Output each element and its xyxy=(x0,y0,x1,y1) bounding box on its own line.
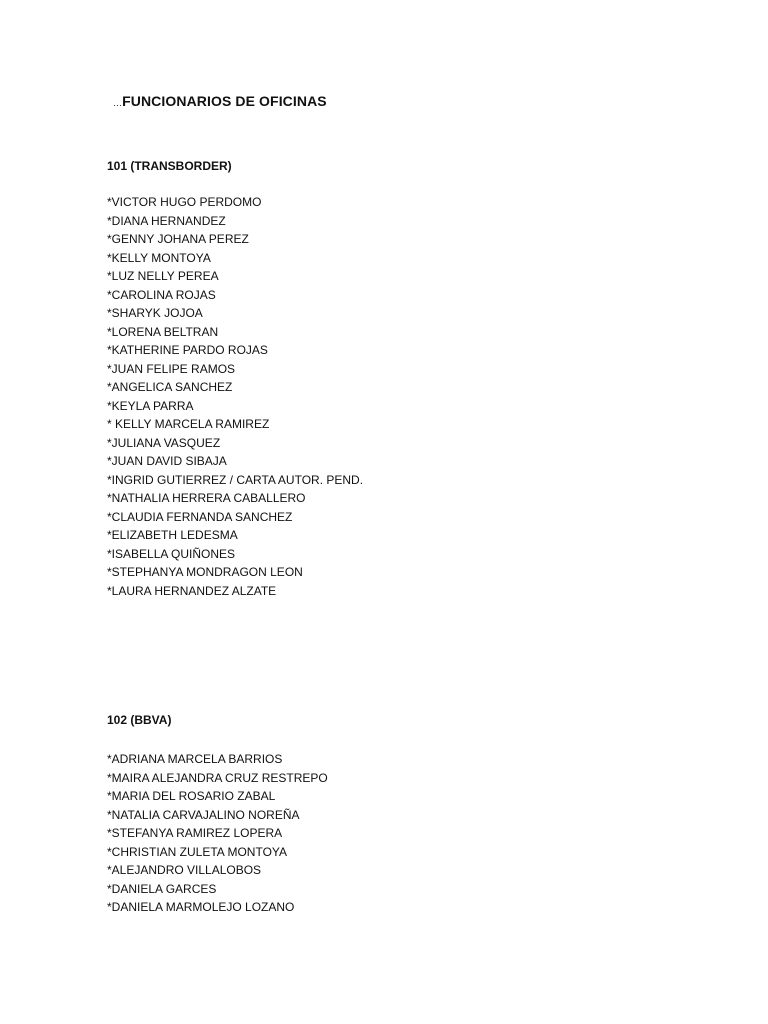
employee-name: *NATHALIA HERRERA CABALLERO xyxy=(107,491,306,505)
office-102-heading: 102 (BBVA) xyxy=(107,713,172,727)
title-text: FUNCIONARIOS DE OFICINAS xyxy=(122,93,327,109)
employee-name: *CAROLINA ROJAS xyxy=(107,287,216,302)
employee-name: *JUAN FELIPE RAMOS xyxy=(107,361,236,376)
employee-name: *CLAUDIA FERNANDA SANCHEZ xyxy=(107,509,293,524)
office-102-name-list xyxy=(107,750,328,917)
employee-name: *DANIELA GARCES xyxy=(107,881,217,896)
page-title xyxy=(113,93,327,109)
employee-name: *DANIELA MARMOLEJO LOZANO xyxy=(107,900,295,914)
employee-name: *MARIA DEL ROSARIO ZABAL xyxy=(107,789,276,803)
employee-name: *JUAN DAVID SIBAJA xyxy=(107,454,227,468)
employee-name: *ISABELLA QUIÑONES xyxy=(107,546,236,561)
employee-name: *KEYLA PARRA xyxy=(107,398,194,413)
employee-name: *ADRIANA MARCELA BARRIOS xyxy=(107,752,283,766)
office-101-heading: 101 (TRANSBORDER) xyxy=(107,159,232,173)
employee-name: *GENNY JOHANA PEREZ xyxy=(107,232,249,246)
employee-name: *DIANA HERNANDEZ xyxy=(107,213,226,228)
employee-name: *LORENA BELTRAN xyxy=(107,324,219,339)
employee-name: *INGRID GUTIERREZ / CARTA AUTOR. PEND. xyxy=(107,472,364,487)
office-101-name-list xyxy=(107,193,363,600)
employee-name: *STEFANYA RAMIREZ LOPERA xyxy=(107,826,283,840)
employee-name: *STEPHANYA MONDRAGON LEON xyxy=(107,565,303,579)
employee-name: * KELLY MARCELA RAMIREZ xyxy=(107,417,270,431)
title-prefix: … xyxy=(113,98,123,108)
employee-name: *ELIZABETH LEDESMA xyxy=(107,528,238,542)
employee-name: *ANGELICA SANCHEZ xyxy=(107,380,233,394)
employee-name: *SHARYK JOJOA xyxy=(107,306,203,320)
employee-name: *JULIANA VASQUEZ xyxy=(107,435,221,450)
employee-name: *KELLY MONTOYA xyxy=(107,250,211,265)
employee-name: *LUZ NELLY PEREA xyxy=(107,269,219,283)
employee-name: *KATHERINE PARDO ROJAS xyxy=(107,343,268,357)
employee-name: *VICTOR HUGO PERDOMO xyxy=(107,195,262,209)
employee-name: *NATALIA CARVAJALINO NOREÑA xyxy=(107,807,300,822)
employee-name: *CHRISTIAN ZULETA MONTOYA xyxy=(107,844,288,859)
employee-name: *LAURA HERNANDEZ ALZATE xyxy=(107,583,277,598)
employee-name: *ALEJANDRO VILLALOBOS xyxy=(107,863,262,877)
employee-name: *MAIRA ALEJANDRA CRUZ RESTREPO xyxy=(107,770,328,785)
